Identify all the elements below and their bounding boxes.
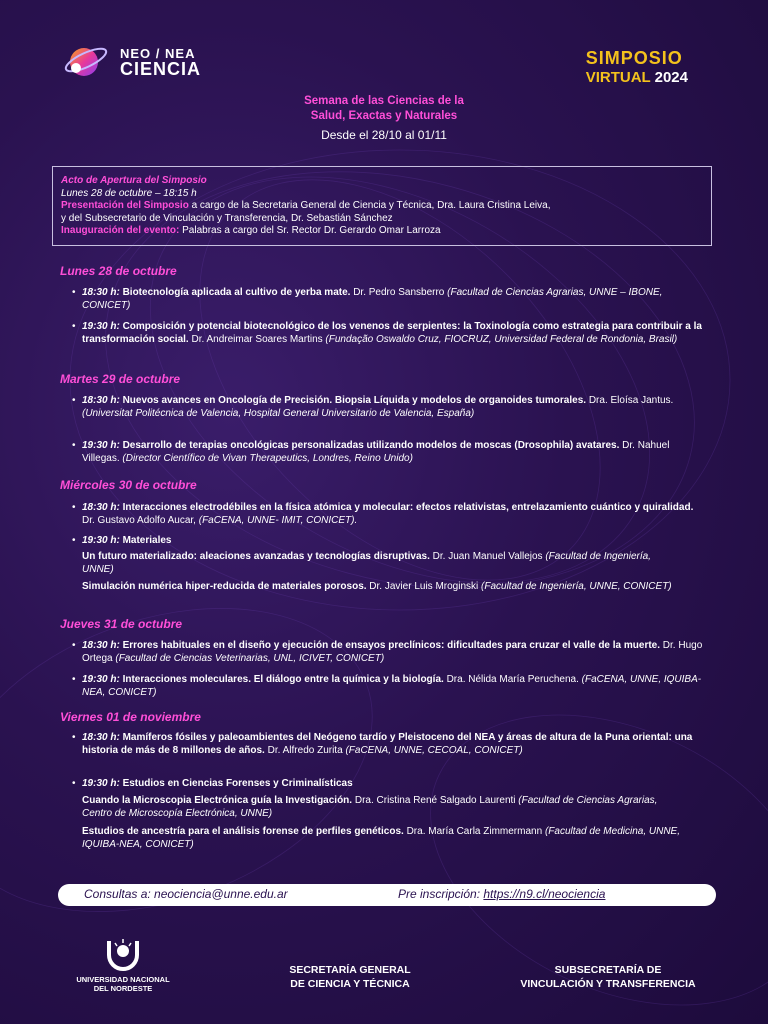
unne-emblem-icon [103,935,143,971]
talk-title: Estudios en Ciencias Forenses y Criminalísticas [119,778,353,789]
talk-time: 19:30 h: [82,535,120,546]
talk-item: • 18:30 h: Mamíferos fósiles y paleoambientes del Neógeno tardío y Pleistoceno del NEA y áreas de altura de la Puna oriental: una historia de más de 8 millones de años. Dr. Alfredo Zurita (FaCENA, UNNE, CECOAL, CONICET) [72,732,693,756]
talk-title: Errores habituales en el diseño y ejecución de ensayos preclínicos: dificultades para cruzar el valle de la muerte. [119,640,661,651]
talk-speaker: Dra. María Carla Zimmermann [403,826,545,837]
day-heading: Viernes 01 de noviembre [60,710,201,724]
talk-title: Cuando la Microscopia Electrónica guía la Investigación. [82,795,353,806]
presentation-text-2: y del Subsecretario de Vinculación y Transferencia, Dr. Sebastián Sánchez [61,212,393,224]
talk-speaker: Dr. Nahuel Villegas. [82,440,670,464]
presentation-label: Presentación del Simposio [61,200,189,211]
day-heading: Lunes 28 de octubre [60,264,177,278]
talk-item: • 19:30 h: Estudios en Ciencias Forenses y Criminalísticas [72,778,353,789]
talk-item: • 18:30 h: Biotecnología aplicada al cultivo de yerba mate. Dr. Pedro Sansberro (Facultad de Ciencias Agrarias, UNNE – IBONE, CONICET) [72,287,663,311]
day-heading: Martes 29 de octubre [60,372,181,386]
subtalk-item [82,795,682,820]
talk-affiliation: (Director Científico de Vivan Therapeutics, Londres, Reino Unido) [122,452,413,464]
talk-item: • 19:30 h: Interacciones moleculares. El diálogo entre la química y la biología. Dra. Nélida María Peruchena. (FaCENA, UNNE, IQUIBA- NEA, CONICET) [72,674,702,698]
subsecretaria-vinculacion [490,963,726,991]
talk-speaker: Dra. Nélida María Peruchena. [443,674,582,685]
subsecretaria-line2: VINCULACIÓN Y TRANSFERENCIA [520,978,696,990]
talk-time: 18:30 h: [82,502,120,513]
talk-speaker: Dra. Eloísa Jantus. [586,395,674,406]
subtalk-item [82,581,682,594]
contact-bar [58,884,716,906]
unne-logo [68,935,178,993]
talk-affiliation: (Facultad de Ingeniería, UNNE, CONICET) [481,581,672,592]
talk-affiliation: (FaCENA, UNNE, CECOAL, CONICET) [345,744,523,756]
talk-time: 18:30 h: [82,732,120,743]
talk-time: 19:30 h: [82,321,120,332]
talk-speaker: Dr. Hugo Ortega [82,640,703,664]
talk-affiliation: (Universitat Politécnica de Valencia, Hospital General Universitario de Valencia, España) [82,407,475,419]
talk-affiliation: (Facultad de Medicina, UNNE, IQUIBA-NEA, CONICET) [82,826,680,850]
week-title [0,94,768,124]
talk-item: • 18:30 h: Errores habituales en el diseño y ejecución de ensayos preclínicos: dificultades para cruzar el valle de la muerte. Dr. Hugo Ortega (Facultad de Ciencias Veterinarias, UNL, ICIVET, CONICET) [72,640,703,664]
talk-title: Nuevos avances en Oncología de Precisión. Biopsia Líquida y modelos de organoides tumorales. [119,395,587,406]
talk-title: Interacciones moleculares. El diálogo entre la química y la biología. [119,674,444,685]
talk-affiliation: (Facultad de Ingeniería, UNNE) [82,551,651,575]
inauguration-label: Inauguración del evento: [61,225,180,236]
talk-speaker: Dr. Gustavo Adolfo Aucar, [82,514,199,526]
talk-item: • 19:30 h: Composición y potencial biotecnológico de los venenos de serpientes: la Toxinología como estrategia para contribuir a la transformación social. Dr. Andreimar Soares Martins (Fundação Oswaldo Cruz, FIOCRUZ, Universidad Federal de Rondonia, Brasil) [72,321,702,345]
brand-line2: CIENCIA [120,58,202,79]
talk-time: 19:30 h: [82,440,120,451]
secretaria-ciencia [270,963,430,991]
talk-title: Simulación numérica hiper-reducida de materiales porosos. [82,581,367,592]
talk-affiliation: (Facultad de Ciencias Agrarias, Centro de Microscopía Electrónica, UNNE) [82,795,658,819]
talk-title: Biotecnología aplicada al cultivo de yerba mate. [119,287,351,298]
subtalk-item [82,826,682,851]
talk-speaker: Dr. Juan Manuel Vallejos [429,551,546,562]
talk-affiliation: (FaCENA, UNNE- IMIT, CONICET). [198,514,358,526]
simposio-year: 2024 [654,69,688,86]
talk-affiliation: (Facultad de Ciencias Veterinarias, UNL, ICIVET, CONICET) [115,652,385,664]
talk-title: Estudios de ancestría para el análisis forense de perfiles genéticos. [82,826,404,837]
talk-speaker: Dr. Alfredo Zurita [264,744,346,756]
day-heading: Miércoles 30 de octubre [60,478,197,492]
contact-email[interactable]: Consultas a: neociencia@unne.edu.ar [84,887,288,901]
simposio-logo [586,48,688,86]
talk-title: Composición y potencial biotecnológico de los venenos de serpientes: la Toxinología como estrategia para contribuir a la transformación social. [82,321,702,345]
talk-item: • 19:30 h: Materiales [72,535,172,546]
talk-speaker: Dra. Cristina René Salgado Laurenti [352,795,519,806]
talk-speaker: Dr. Andreimar Soares Martins [188,333,326,345]
talk-affiliation: (FaCENA, UNNE, IQUIBA- NEA, CONICET) [82,674,702,698]
unne-line2: DEL NORDESTE [93,984,153,993]
opening-box [52,166,712,246]
presentation-text: a cargo de la Secretaria General de Ciencia y Técnica, Dra. Laura Cristina Leiva, [188,200,551,211]
brand-line1: NEO / NEA [120,45,196,61]
talk-speaker: Dr. Javier Luis Mroginski [366,581,482,592]
talk-speaker: Dr. Pedro Sansberro [350,287,448,298]
talk-title: Mamíferos fósiles y paleoambientes del Neógeno tardío y Pleistoceno del NEA y áreas de altura de la Puna oriental: una historia de más de 8 millones de años. [82,732,693,756]
talk-title: Interacciones electrodébiles en la física atómica y molecular: efectos relativistas, entrelazamiento cuántico y quiralidad. [119,502,694,513]
secretaria-line2: DE CIENCIA Y TÉCNICA [290,978,410,990]
talk-title: Desarrollo de terapias oncológicas personalizadas utilizando modelos de moscas (Drosophila) avatares. [119,440,620,451]
neo-ciencia-logo-mark-icon [62,42,112,82]
simposio-title: SIMPOSIO [585,48,683,68]
unne-line1: UNIVERSIDAD NACIONAL [76,975,170,984]
talk-title: Materiales [119,535,172,546]
secretaria-line1: SECRETARÍA GENERAL [289,964,411,976]
week-title-line1: Semana de las Ciencias de la [304,95,464,107]
talk-item: • 19:30 h: Desarrollo de terapias oncológicas personalizadas utilizando modelos de moscas (Drosophila) avatares. Dr. Nahuel Villegas. (Director Científico de Vivan Therapeutics, Londres, Reino Unido) [72,440,670,464]
talk-time: 18:30 h: [82,395,120,406]
talk-time: 18:30 h: [82,287,120,298]
opening-time: Lunes 28 de octubre – 18:15 h [61,187,197,199]
talk-time: 18:30 h: [82,640,120,651]
talk-affiliation: (Fundação Oswaldo Cruz, FIOCRUZ, Universidad Federal de Rondonia, Brasil) [325,333,678,345]
talk-affiliation: (Facultad de Ciencias Agrarias, UNNE – IBONE, CONICET) [82,287,663,311]
subsecretaria-line1: SUBSECRETARÍA DE [554,964,662,976]
day-heading: Jueves 31 de octubre [60,617,183,631]
talk-time: 19:30 h: [82,674,120,685]
preinscription-label: Pre inscripción: [398,887,484,901]
talk-item: • 18:30 h: Interacciones electrodébiles en la física atómica y molecular: efectos relativistas, entrelazamiento cuántico y quiralidad. Dr. Gustavo Adolfo Aucar, (FaCENA, UNNE- IMIT, CONICET). [72,502,694,526]
preinscription-link[interactable]: https://n9.cl/neociencia [483,887,606,901]
neo-nea-ciencia-logo [62,42,201,82]
week-title-line2: Salud, Exactas y Naturales [310,110,458,122]
talk-item: • 18:30 h: Nuevos avances en Oncología de Precisión. Biopsia Líquida y modelos de organoides tumorales. Dra. Eloísa Jantus. (Universitat Politécnica de Valencia, Hospital General Universitario de Valencia, España) [72,395,674,419]
subtalk-item [82,551,682,576]
simposio-virtual: VIRTUAL [585,69,651,86]
event-dates: Desde el 28/10 al 01/11 [321,128,447,142]
opening-title: Acto de Apertura del Simposio [61,175,207,186]
talk-time: 19:30 h: [82,778,120,789]
inauguration-text: Palabras a cargo del Sr. Rector Dr. Gerardo Omar Larroza [179,225,441,236]
talk-title: Un futuro materializado: aleaciones avanzadas y tecnologías disruptivas. [82,551,430,562]
